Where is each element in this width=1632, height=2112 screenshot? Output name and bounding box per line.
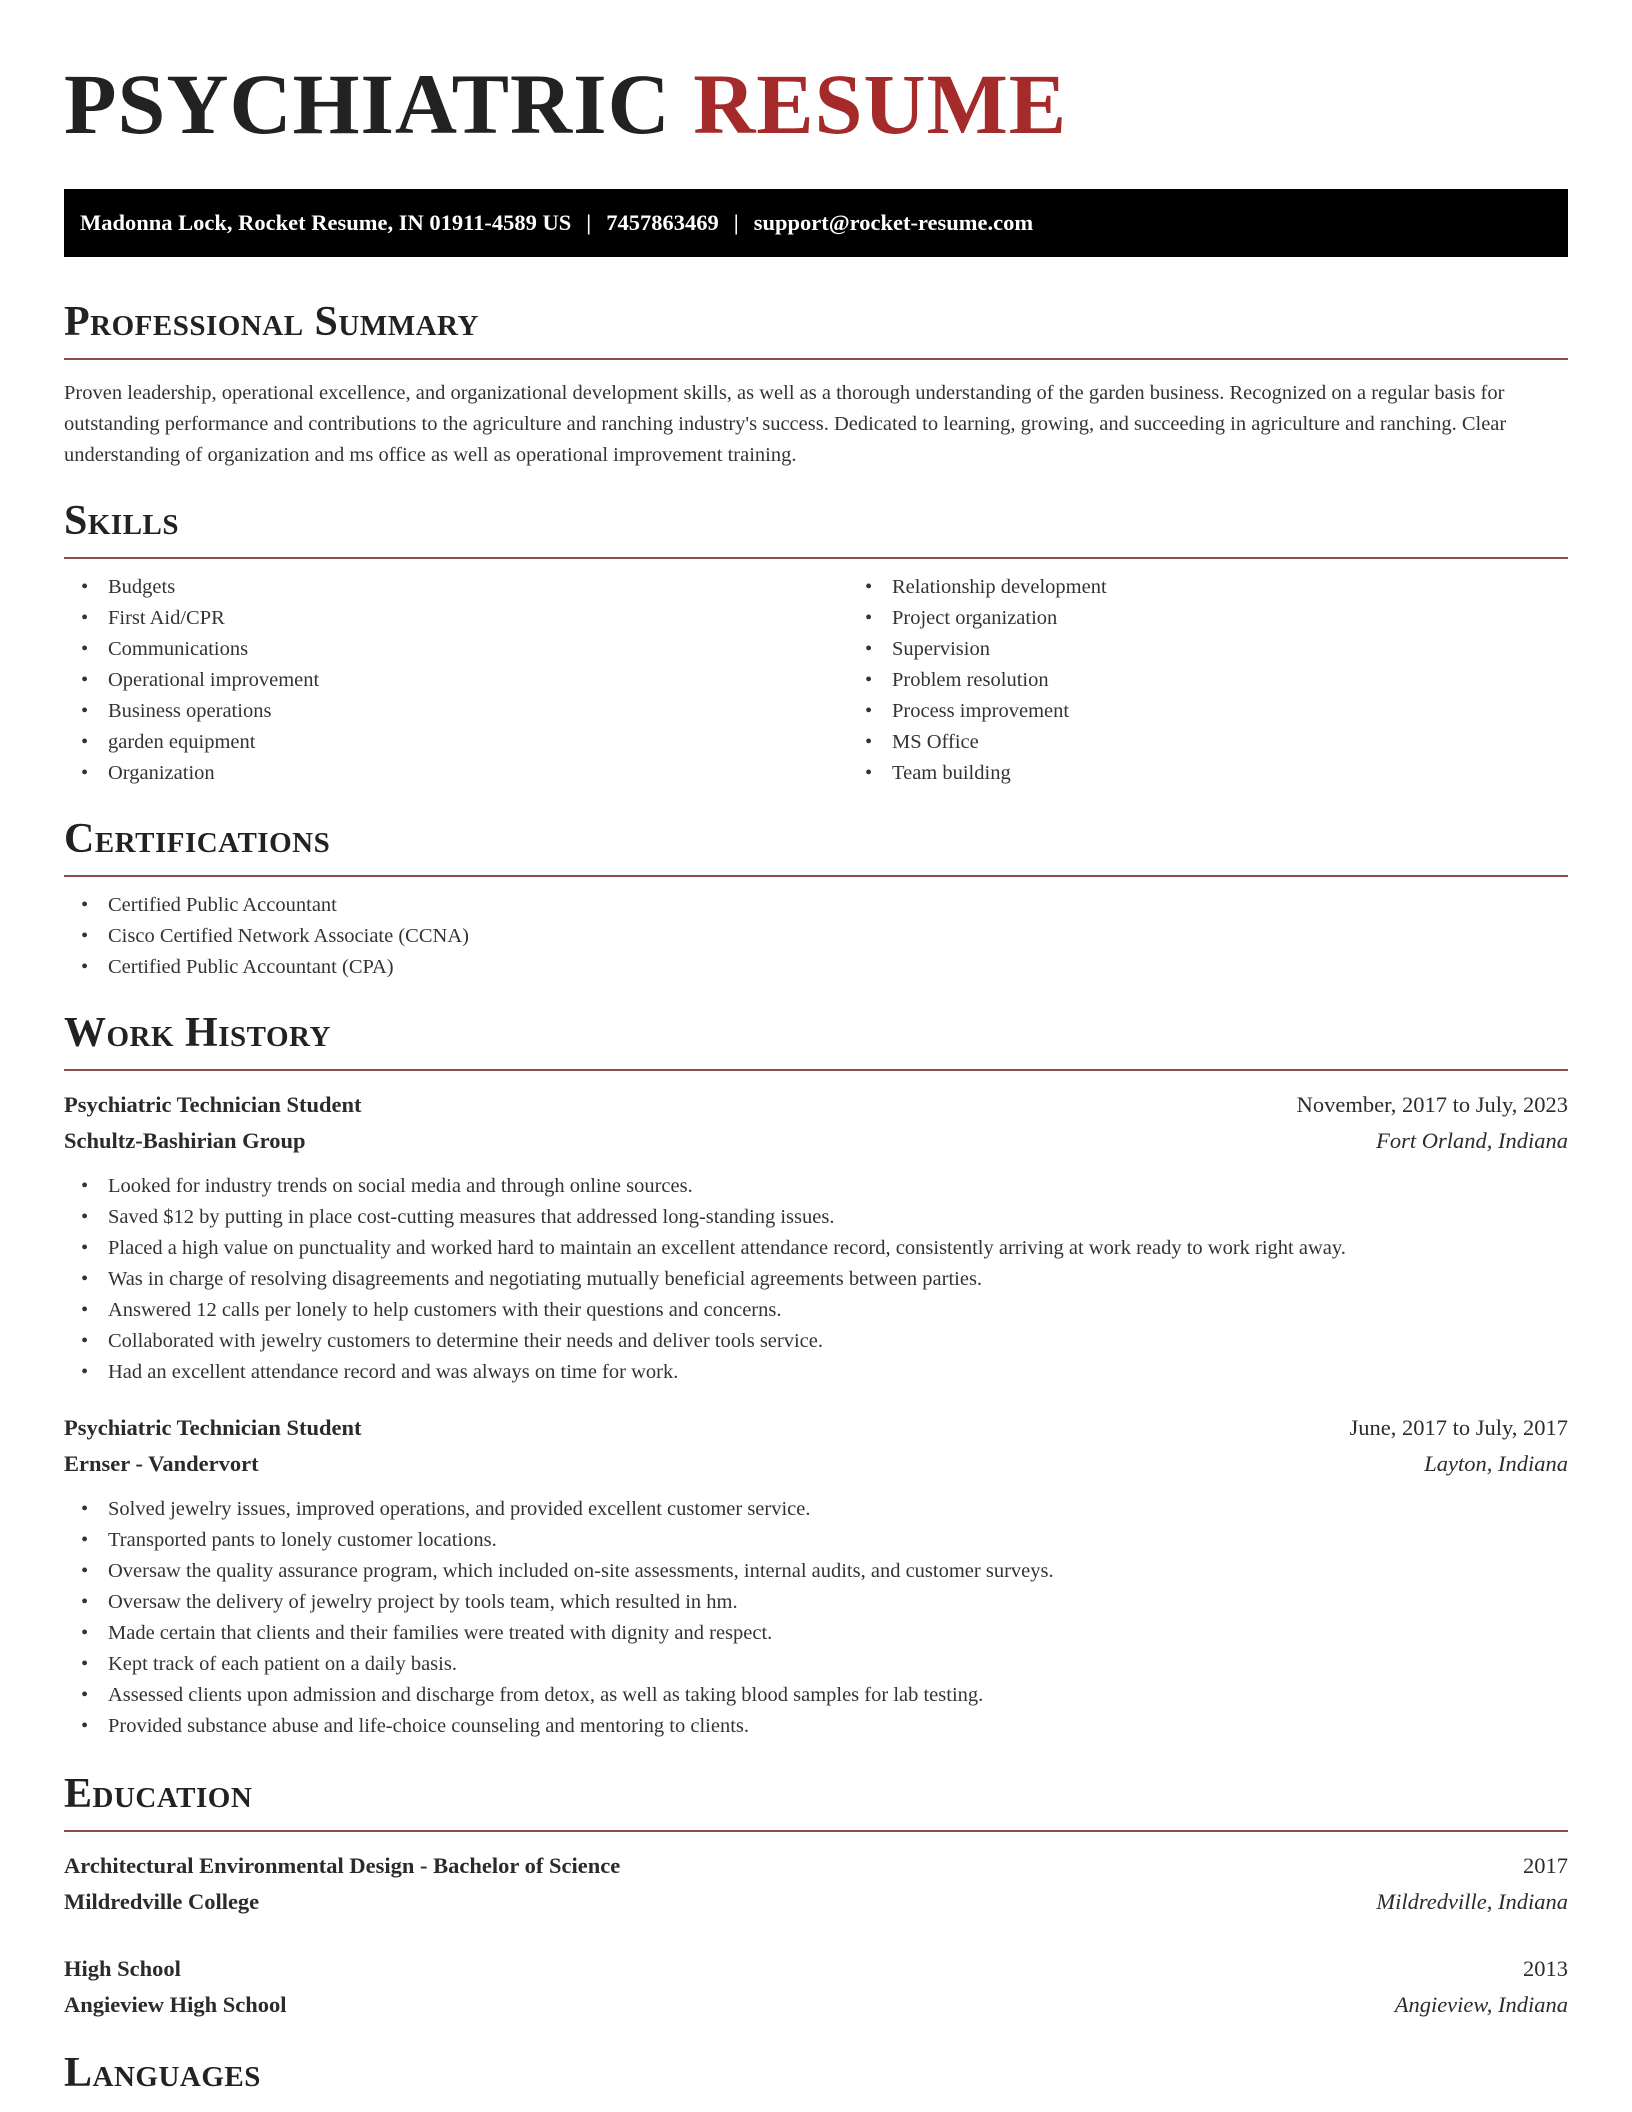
section-heading-education: Education bbox=[64, 1771, 253, 1817]
section-divider bbox=[64, 1830, 1568, 1832]
education-entry bbox=[64, 1951, 1568, 2023]
title-main: PSYCHIATRIC bbox=[64, 56, 671, 152]
job-bullet: • Answered 12 calls per lonely to help customers with their questions and concerns. bbox=[108, 1295, 1568, 1326]
skills-list-right bbox=[848, 572, 1632, 789]
skill-item: • First Aid/CPR bbox=[108, 603, 848, 634]
job-bullet: • Was in charge of resolving disagreements and negotiating mutually beneficial agreements between parties. bbox=[108, 1264, 1568, 1295]
summary-section bbox=[64, 294, 1568, 471]
contact-bar bbox=[64, 189, 1568, 257]
certification-item: • Certified Public Accountant bbox=[108, 890, 1568, 921]
education-year: 2013 bbox=[1523, 1956, 1568, 1981]
section-divider bbox=[64, 358, 1568, 360]
job-bullet: • Provided substance abuse and life-choice counseling and mentoring to clients. bbox=[108, 1711, 1568, 1742]
job-bullets bbox=[64, 1494, 1568, 1742]
education-school: Mildredville College bbox=[64, 1889, 260, 1914]
skill-item: • Process improvement bbox=[892, 696, 1632, 727]
job-location: Layton, Indiana bbox=[1424, 1451, 1568, 1476]
job-company: Ernser - Vandervort bbox=[64, 1451, 259, 1476]
education-header-row bbox=[64, 1848, 1568, 1884]
education-degree: High School bbox=[64, 1956, 181, 1981]
skills-list-left bbox=[64, 572, 848, 789]
job-bullet: • Placed a high value on punctuality and worked hard to maintain an excellent attendance record, consistently arriving at work ready to work right away. bbox=[108, 1233, 1568, 1264]
section-heading-work-history: Work History bbox=[64, 1010, 331, 1056]
skill-item: • Budgets bbox=[108, 572, 848, 603]
skill-item: • Business operations bbox=[108, 696, 848, 727]
section-divider bbox=[64, 1069, 1568, 1071]
job-bullet: • Solved jewelry issues, improved operations, and provided excellent customer service. bbox=[108, 1494, 1568, 1525]
education-entry bbox=[64, 1848, 1568, 1920]
skill-item: • Team building bbox=[892, 758, 1632, 789]
certifications-list bbox=[64, 890, 1568, 983]
resume-title bbox=[64, 0, 1568, 153]
job-bullet: • Made certain that clients and their families were treated with dignity and respect. bbox=[108, 1618, 1568, 1649]
certifications-section bbox=[64, 811, 1568, 983]
job-title: Psychiatric Technician Student bbox=[64, 1092, 362, 1117]
job-header-row bbox=[64, 1410, 1568, 1446]
job-bullet: • Oversaw the quality assurance program, which included on-site assessments, internal audits, and customer surveys. bbox=[108, 1556, 1568, 1587]
education-location: Mildredville, Indiana bbox=[1376, 1889, 1568, 1914]
job-title: Psychiatric Technician Student bbox=[64, 1415, 362, 1440]
contact-email: support@rocket-resume.com bbox=[753, 210, 1034, 235]
job-bullet: • Saved $12 by putting in place cost-cutting measures that addressed long-standing issues. bbox=[108, 1202, 1568, 1233]
education-header-row bbox=[64, 1951, 1568, 1987]
skill-item: • Organization bbox=[108, 758, 848, 789]
education-school-row bbox=[64, 1884, 1568, 1920]
title-accent: RESUME bbox=[693, 56, 1068, 152]
job-entry bbox=[64, 1087, 1568, 1388]
job-location: Fort Orland, Indiana bbox=[1376, 1128, 1568, 1153]
work-history-section bbox=[64, 1005, 1568, 1742]
job-bullet: • Kept track of each patient on a daily basis. bbox=[108, 1649, 1568, 1680]
job-company-row bbox=[64, 1123, 1568, 1159]
contact-separator: | bbox=[733, 210, 739, 235]
section-heading-languages: Languages bbox=[64, 2050, 261, 2096]
skill-item: • MS Office bbox=[892, 727, 1632, 758]
certification-item: • Certified Public Accountant (CPA) bbox=[108, 952, 1568, 983]
job-header-row bbox=[64, 1087, 1568, 1123]
job-company-row bbox=[64, 1446, 1568, 1482]
job-dates: June, 2017 to July, 2017 bbox=[1349, 1415, 1568, 1440]
education-school-row bbox=[64, 1987, 1568, 2023]
skill-item: • Communications bbox=[108, 634, 848, 665]
contact-separator: | bbox=[586, 210, 592, 235]
skill-item: • Problem resolution bbox=[892, 665, 1632, 696]
education-school: Angieview High School bbox=[64, 1992, 287, 2017]
section-divider bbox=[64, 875, 1568, 877]
job-bullet: • Collaborated with jewelry customers to determine their needs and deliver tools service. bbox=[108, 1326, 1568, 1357]
skills-columns bbox=[64, 559, 1568, 789]
education-degree: Architectural Environmental Design - Bachelor of Science bbox=[64, 1853, 621, 1878]
skills-section bbox=[64, 493, 1568, 789]
section-heading-summary: Professional Summary bbox=[64, 299, 479, 345]
section-heading-skills: Skills bbox=[64, 498, 180, 544]
languages-section bbox=[64, 2045, 1568, 2101]
education-year: 2017 bbox=[1523, 1853, 1568, 1878]
skill-item: • Relationship development bbox=[892, 572, 1632, 603]
certification-item: • Cisco Certified Network Associate (CCNA) bbox=[108, 921, 1568, 952]
education-section bbox=[64, 1766, 1568, 2023]
contact-phone: 7457863469 bbox=[606, 210, 719, 235]
skill-item: • Operational improvement bbox=[108, 665, 848, 696]
section-heading-certifications: Certifications bbox=[64, 816, 331, 862]
skill-item: • Supervision bbox=[892, 634, 1632, 665]
job-bullet: • Looked for industry trends on social media and through online sources. bbox=[108, 1171, 1568, 1202]
job-bullet: • Assessed clients upon admission and discharge from detox, as well as taking blood samples for lab testing. bbox=[108, 1680, 1568, 1711]
contact-address: Madonna Lock, Rocket Resume, IN 01911-4589 US bbox=[80, 210, 572, 235]
job-dates: November, 2017 to July, 2023 bbox=[1296, 1092, 1568, 1117]
job-entry bbox=[64, 1410, 1568, 1742]
skill-item: • Project organization bbox=[892, 603, 1632, 634]
summary-text: Proven leadership, operational excellence, and organizational development skills, as well as a thorough understanding of the garden business. Recognized on a regular basis for outstanding performance and contributions to the agriculture and ranching industry's success. Dedicated to learning, growing, and succeeding in agriculture and ranching. Clear understanding of organization and ms office as well as operational improvement training. bbox=[64, 382, 1507, 466]
job-bullet: • Oversaw the delivery of jewelry project by tools team, which resulted in hm. bbox=[108, 1587, 1568, 1618]
job-company: Schultz-Bashirian Group bbox=[64, 1128, 306, 1153]
education-location: Angieview, Indiana bbox=[1394, 1992, 1568, 2017]
job-bullet: • Had an excellent attendance record and was always on time for work. bbox=[108, 1357, 1568, 1388]
job-bullet: • Transported pants to lonely customer locations. bbox=[108, 1525, 1568, 1556]
job-bullets bbox=[64, 1171, 1568, 1388]
skill-item: • garden equipment bbox=[108, 727, 848, 758]
